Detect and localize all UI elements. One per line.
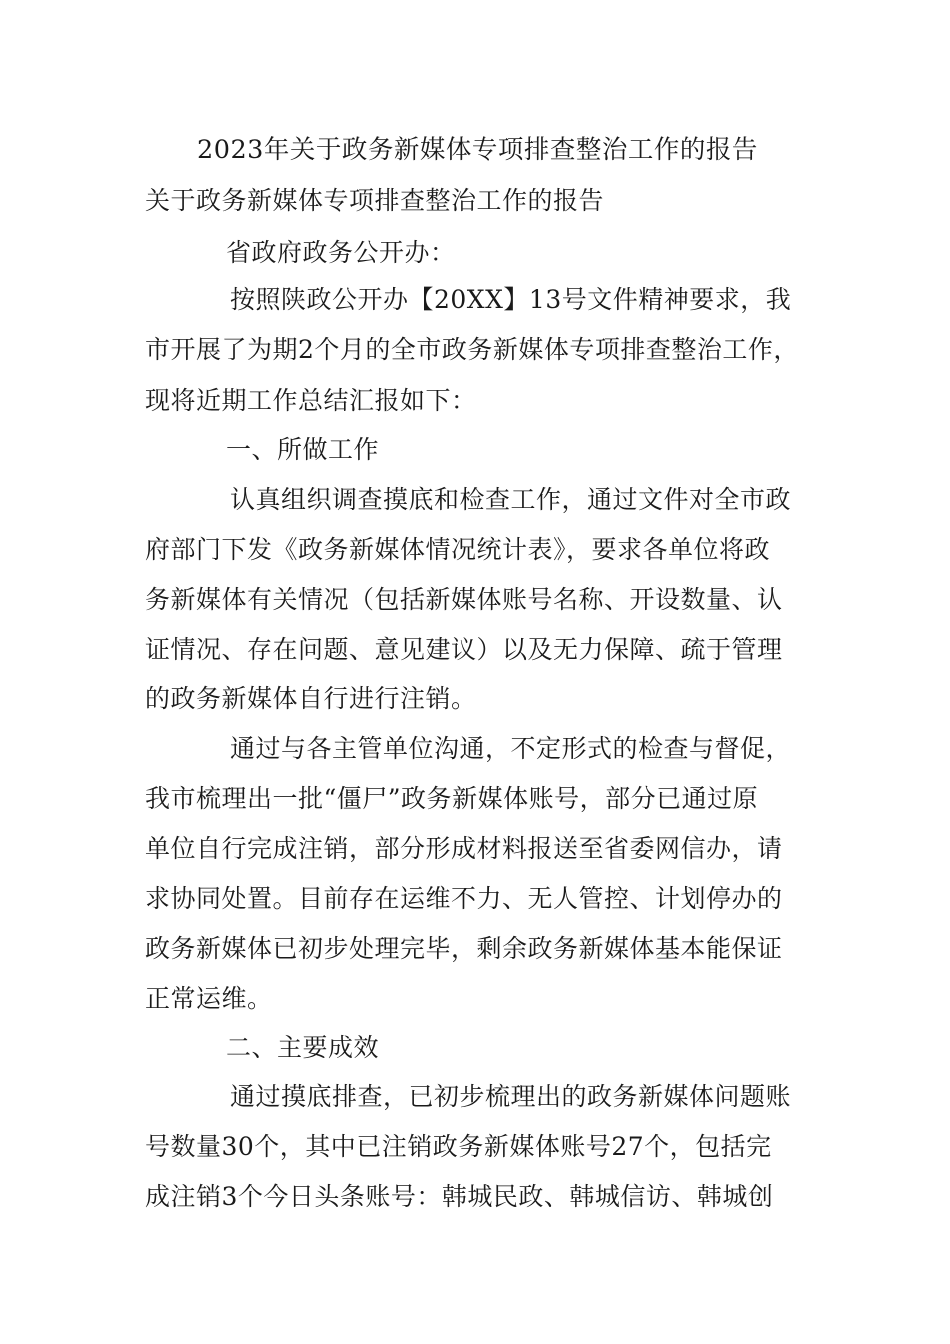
section-heading: 一、所做工作 [226, 435, 380, 464]
intro-line: 按照陕政公开办【20XX】13号文件精神要求，我 [230, 285, 792, 314]
section-heading: 二、主要成效 [226, 1033, 380, 1062]
paragraph-line: 求协同处置。目前存在运维不力、无人管控、计划停办的 [145, 884, 783, 913]
paragraph-line: 通过摸底排查，已初步梳理出的政务新媒体问题账 [230, 1082, 792, 1111]
paragraph-line: 的政务新媒体自行进行注销。 [145, 684, 477, 713]
paragraph-line: 通过与各主管单位沟通，不定形式的检查与督促， [230, 734, 792, 763]
paragraph-line: 认真组织调查摸底和检查工作，通过文件对全市政 [230, 485, 792, 514]
document-subtitle: 关于政务新媒体专项排查整治工作的报告 [145, 186, 605, 215]
paragraph-line: 单位自行完成注销，部分形成材料报送至省委网信办，请 [145, 834, 783, 863]
paragraph-line: 府部门下发《政务新媒体情况统计表》，要求各单位将政 [145, 535, 771, 564]
paragraph-line: 务新媒体有关情况（包括新媒体账号名称、开设数量、认 [145, 585, 783, 614]
paragraph-line: 我市梳理出一批“僵尸”政务新媒体账号，部分已通过原 [145, 784, 759, 813]
paragraph-line: 成注销3个今日头条账号：韩城民政、韩城信访、韩城创 [145, 1182, 774, 1211]
paragraph-line: 政务新媒体已初步处理完毕，剩余政务新媒体基本能保证 [145, 934, 783, 963]
paragraph-line: 证情况、存在问题、意见建议）以及无力保障、疏于管理 [145, 635, 783, 664]
salutation: 省政府政务公开办： [226, 238, 456, 267]
intro-line: 市开展了为期2个月的全市政务新媒体专项排查整治工作， [145, 335, 799, 364]
intro-line: 现将近期工作总结汇报如下： [145, 386, 477, 415]
paragraph-line: 正常运维。 [145, 984, 273, 1013]
document-title: 2023年关于政务新媒体专项排查整治工作的报告 [197, 135, 758, 165]
paragraph-line: 号数量30个，其中已注销政务新媒体账号27个，包括完 [145, 1132, 772, 1161]
